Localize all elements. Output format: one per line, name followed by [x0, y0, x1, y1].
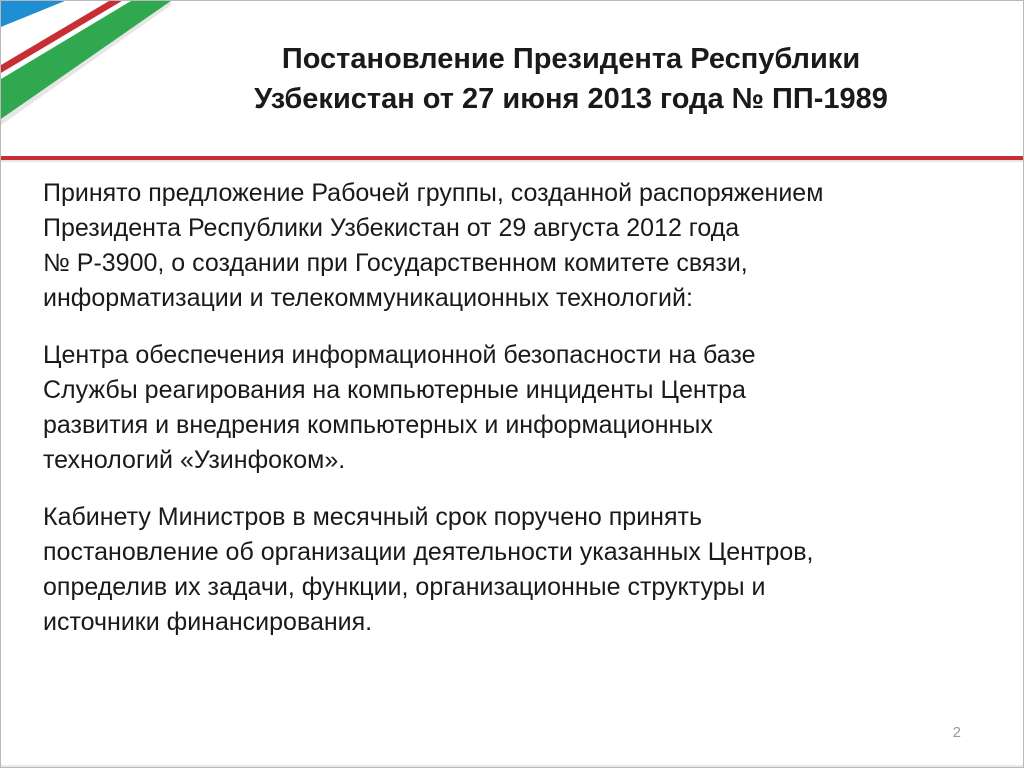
bottom-flag-strip: [1, 761, 1024, 767]
paragraph-line: Кабинету Министров в месячный срок поручено принять: [43, 503, 702, 531]
paragraph-cabinet-of-ministers: [43, 500, 993, 640]
paragraph-line: определив их задачи, функции, организационные структуры и: [43, 573, 766, 601]
paragraph-line: № Р-3900, о создании при Государственном комитете связи,: [43, 249, 748, 277]
paragraph-line: источники финансирования.: [43, 608, 373, 636]
paragraph-line: информатизации и телекоммуникационных технологий:: [43, 284, 693, 312]
paragraph-line: Службы реагирования на компьютерные инциденты Центра: [43, 376, 746, 404]
slide-title-line-2: Узбекистан от 27 июня 2013 года № ПП-1989: [254, 83, 888, 115]
slide-body: [43, 176, 993, 662]
slide-title: [121, 39, 1021, 119]
page-number: 2: [952, 724, 961, 741]
paragraph-line: Принято предложение Рабочей группы, созданной распоряжением: [43, 179, 824, 207]
paragraph-working-group: [43, 176, 993, 316]
paragraph-line: Центра обеспечения информационной безопасности на базе: [43, 341, 756, 369]
paragraph-line: постановление об организации деятельности указанных Центров,: [43, 538, 814, 566]
paragraph-security-center: [43, 338, 993, 478]
paragraph-line: технологий «Узинфоком».: [43, 446, 346, 474]
header-divider-shadow: [1, 160, 1024, 163]
paragraph-line: Президента Республики Узбекистан от 29 августа 2012 года: [43, 214, 740, 242]
paragraph-line: развития и внедрения компьютерных и информационных: [43, 411, 713, 439]
slide-title-line-1: Постановление Президента Республики: [281, 43, 861, 75]
